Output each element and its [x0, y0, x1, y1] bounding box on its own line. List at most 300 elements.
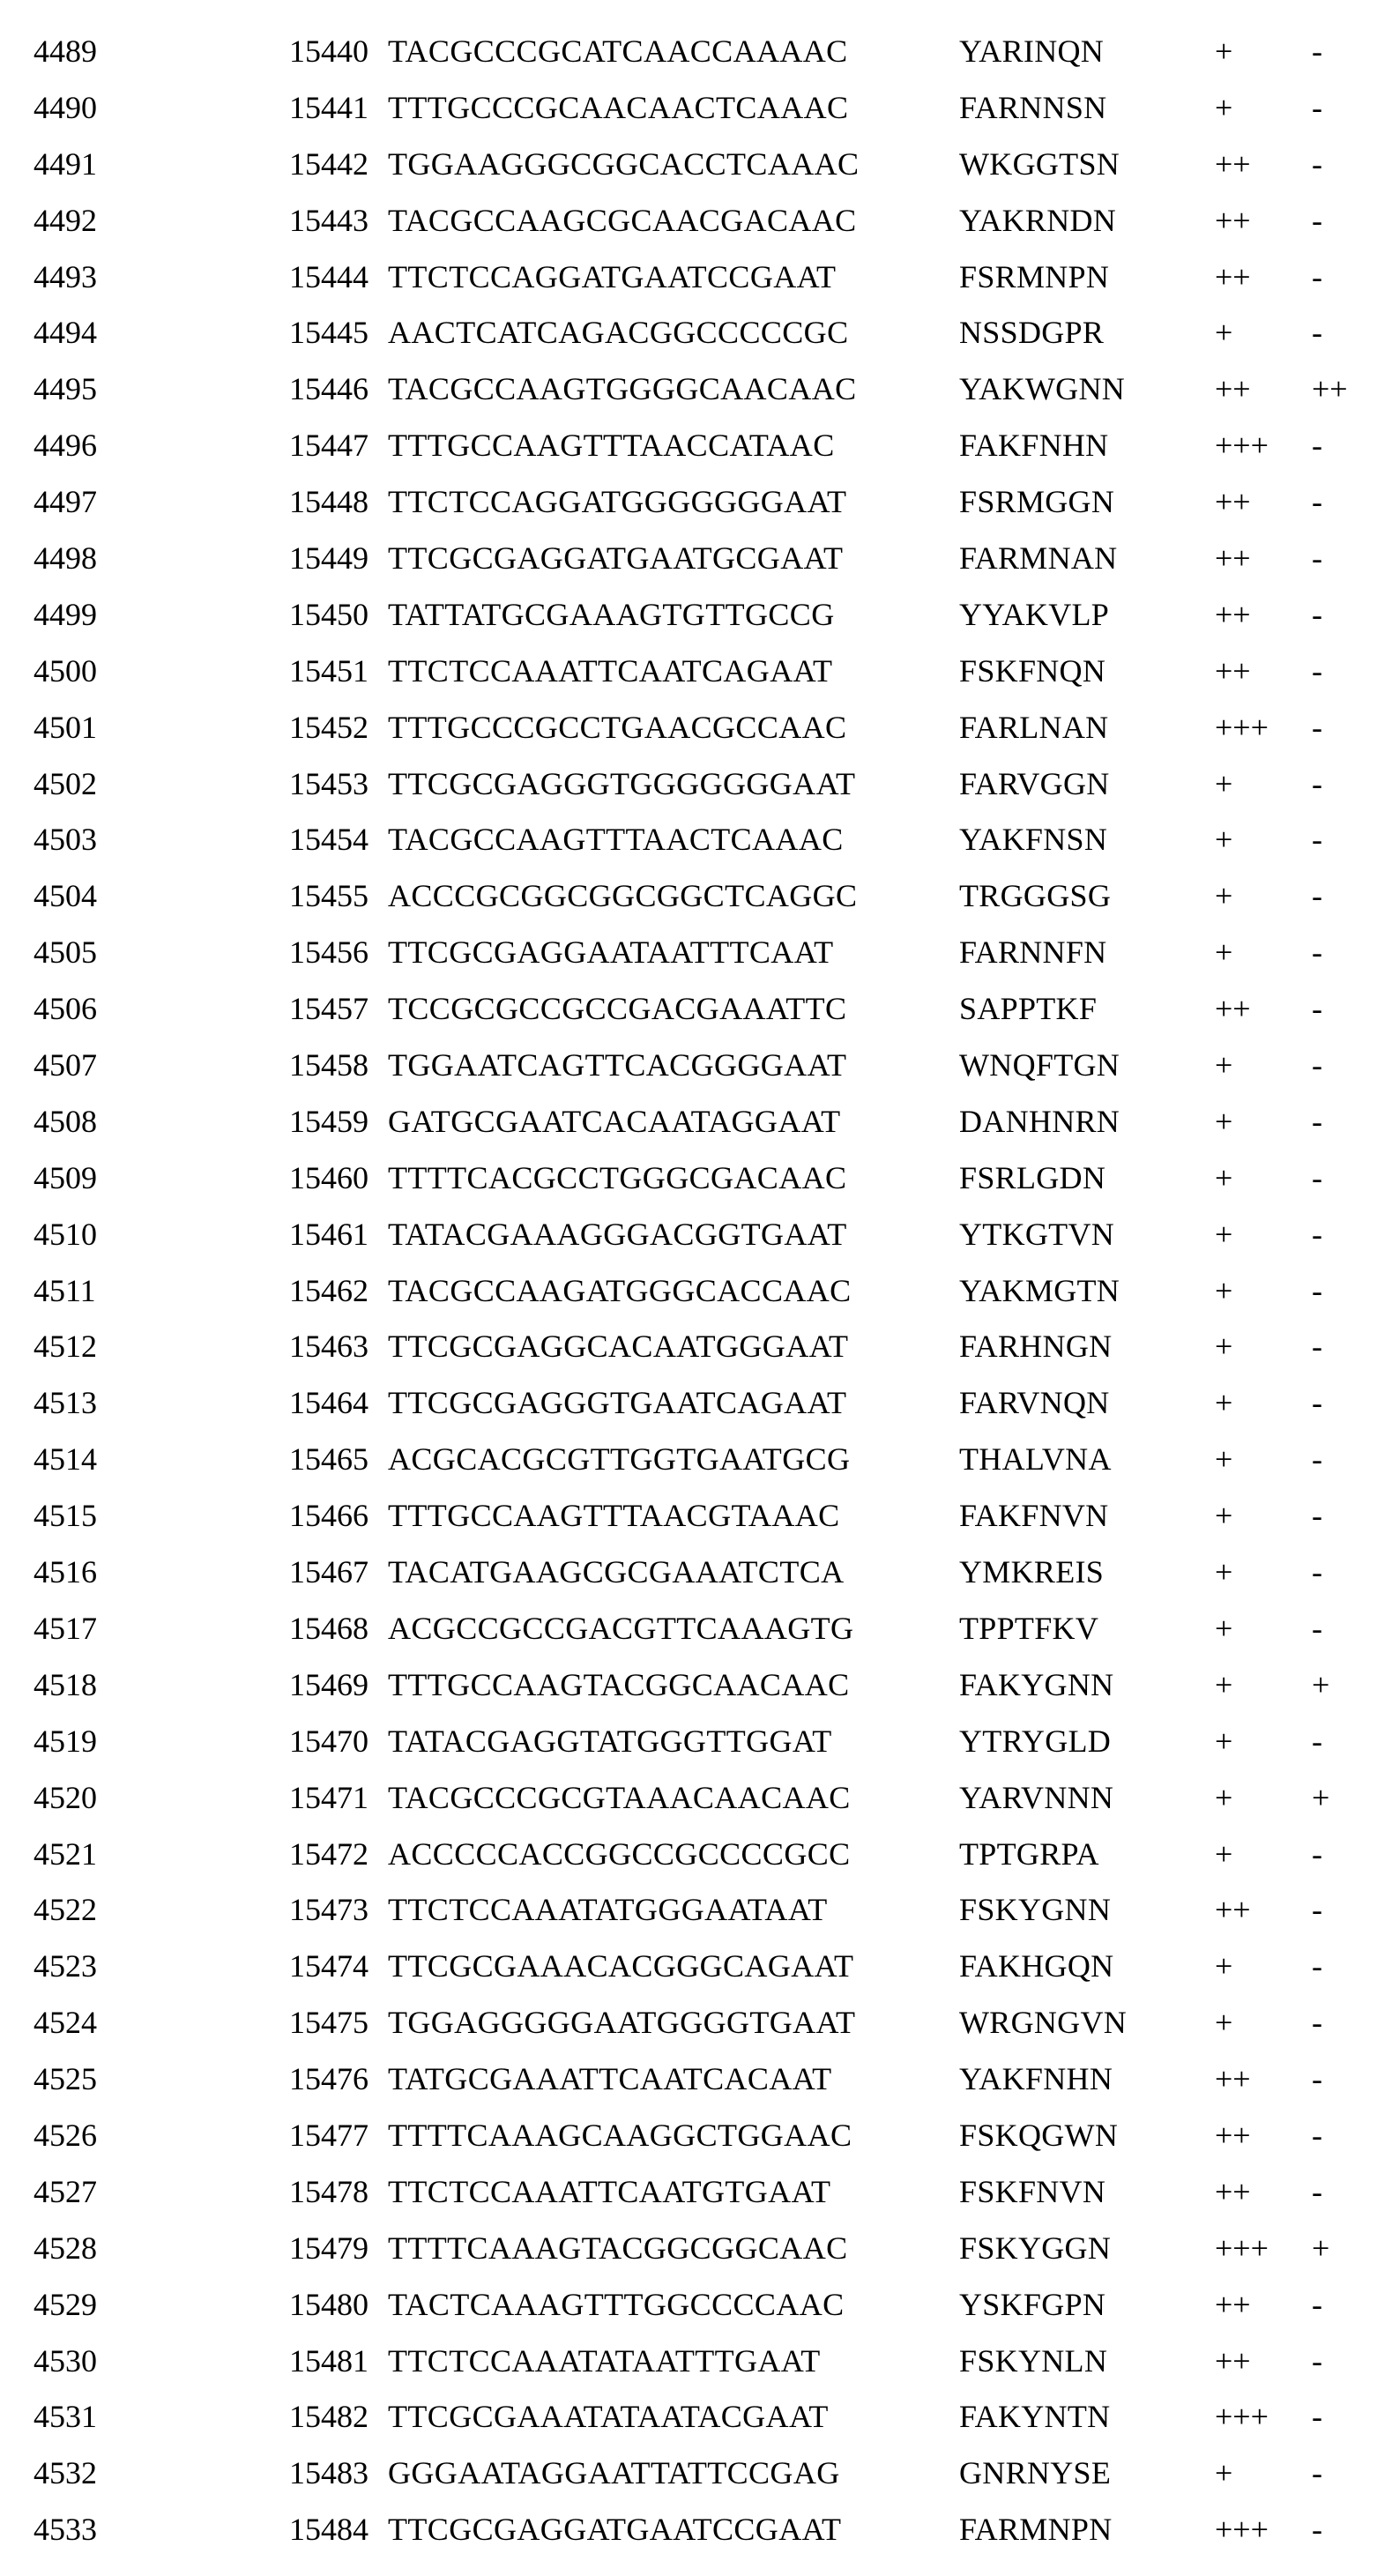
- row-id: 4512: [33, 1329, 97, 1365]
- table-row: [0, 29, 1392, 86]
- sequence-id: 15444: [289, 258, 368, 294]
- dna-sequence: ACCCGCGGCGGCGGCTCAGGC: [388, 878, 858, 914]
- dna-sequence: TTCTCCAAATTCAATCAGAAT: [388, 652, 833, 689]
- score-1: ++: [1215, 652, 1251, 689]
- dna-sequence: TATACGAAAGGGACGGTGAAT: [388, 1216, 847, 1252]
- dna-sequence: TATTATGCGAAAGTGTTGCCG: [388, 596, 835, 632]
- score-2: -: [1312, 2061, 1322, 2097]
- table-row: [0, 762, 1392, 818]
- score-2: -: [1312, 1498, 1322, 1534]
- dna-sequence: TTCGCGAGGATGAATCCGAAT: [388, 2512, 842, 2548]
- peptide-sequence: WRGNGVN: [959, 2005, 1128, 2041]
- score-2: -: [1312, 2342, 1322, 2379]
- dna-sequence: TTCTCCAGGATGGGGGGGAAT: [388, 484, 847, 520]
- score-1: +: [1215, 2455, 1233, 2491]
- peptide-sequence: FARHNGN: [959, 1329, 1113, 1365]
- score-2: -: [1312, 145, 1322, 182]
- sequence-id: 15464: [289, 1385, 368, 1421]
- score-1: +: [1215, 1329, 1233, 1365]
- score-1: ++: [1215, 2173, 1251, 2209]
- table-row: [0, 930, 1392, 986]
- peptide-sequence: FARNNFN: [959, 934, 1107, 971]
- table-row: [0, 705, 1392, 762]
- peptide-sequence: YTRYGLD: [959, 1723, 1112, 1759]
- row-id: 4495: [33, 371, 97, 407]
- dna-sequence: TTCGCGAAACACGGGCAGAAT: [388, 1948, 854, 1984]
- table-row: [0, 2451, 1392, 2507]
- sequence-id: 15460: [289, 1159, 368, 1195]
- table-row: [0, 367, 1392, 423]
- row-id: 4517: [33, 1610, 97, 1646]
- row-id: 4532: [33, 2455, 97, 2491]
- score-1: +: [1215, 1159, 1233, 1195]
- sequence-id: 15473: [289, 1892, 368, 1928]
- sequence-id: 15456: [289, 934, 368, 971]
- score-1: ++: [1215, 484, 1251, 520]
- dna-sequence: TTTTCAAAGTACGGCGGCAAC: [388, 2230, 848, 2266]
- score-1: +: [1215, 89, 1233, 125]
- sequence-id: 15459: [289, 1103, 368, 1139]
- row-id: 4509: [33, 1159, 97, 1195]
- score-1: +: [1215, 1948, 1233, 1984]
- score-1: +: [1215, 822, 1233, 858]
- row-id: 4504: [33, 878, 97, 914]
- score-2: -: [1312, 1103, 1322, 1139]
- score-2: -: [1312, 202, 1322, 238]
- peptide-sequence: FAKFNHN: [959, 428, 1109, 464]
- row-id: 4489: [33, 34, 97, 69]
- score-2: -: [1312, 2286, 1322, 2322]
- table-row: [0, 480, 1392, 536]
- score-1: ++: [1215, 145, 1251, 182]
- table-row: [0, 1043, 1392, 1099]
- peptide-sequence: YAKWGNN: [959, 371, 1126, 407]
- score-2: -: [1312, 89, 1322, 125]
- peptide-sequence: TPTGRPA: [959, 1835, 1099, 1872]
- row-id: 4510: [33, 1216, 97, 1252]
- row-id: 4531: [33, 2399, 97, 2435]
- table-row: [0, 1156, 1392, 1212]
- score-2: +: [1312, 1666, 1330, 1702]
- dna-sequence: TTCTCCAGGATGAATCCGAAT: [388, 258, 837, 294]
- score-2: -: [1312, 484, 1322, 520]
- sequence-id: 15454: [289, 822, 368, 858]
- score-2: -: [1312, 822, 1322, 858]
- row-id: 4492: [33, 202, 97, 238]
- peptide-sequence: FARMNAN: [959, 540, 1118, 577]
- score-1: ++: [1215, 2342, 1251, 2379]
- table-row: [0, 2170, 1392, 2226]
- table-row: [0, 1324, 1392, 1381]
- score-1: +: [1215, 878, 1233, 914]
- peptide-sequence: FSKFNVN: [959, 2173, 1106, 2209]
- score-1: +: [1215, 1441, 1233, 1478]
- row-id: 4505: [33, 934, 97, 971]
- table-row: [0, 2394, 1392, 2451]
- score-2: -: [1312, 934, 1322, 971]
- table-row: [0, 1550, 1392, 1606]
- table-row: [0, 874, 1392, 930]
- table-row: [0, 198, 1392, 255]
- score-1: ++: [1215, 2286, 1251, 2322]
- sequence-id: 15462: [289, 1272, 368, 1308]
- table-row: [0, 2057, 1392, 2113]
- peptide-sequence: YAKMGTN: [959, 1272, 1120, 1308]
- dna-sequence: TTTTCAAAGCAAGGCTGGAAC: [388, 2117, 852, 2153]
- sequence-id: 15455: [289, 878, 368, 914]
- dna-sequence: TATGCGAAATTCAATCACAAT: [388, 2061, 832, 2097]
- table-row: [0, 1719, 1392, 1776]
- sequence-id: 15480: [289, 2286, 368, 2322]
- table-row: [0, 1269, 1392, 1325]
- score-1: +: [1215, 1103, 1233, 1139]
- peptide-sequence: FSRLGDN: [959, 1159, 1106, 1195]
- peptide-sequence: FAKHGQN: [959, 1948, 1114, 1984]
- table-row: [0, 1776, 1392, 1832]
- row-id: 4503: [33, 822, 97, 858]
- score-1: +++: [1215, 2230, 1269, 2266]
- score-1: +: [1215, 1835, 1233, 1872]
- score-1: +++: [1215, 428, 1269, 464]
- dna-sequence: TTCGCGAGGAATAATTTCAAT: [388, 934, 834, 971]
- row-id: 4502: [33, 765, 97, 801]
- peptide-sequence: YAKRNDN: [959, 202, 1117, 238]
- dna-sequence: TATACGAGGTATGGGTTGGAT: [388, 1723, 832, 1759]
- dna-sequence: ACGCCGCCGACGTTCAAAGTG: [388, 1610, 854, 1646]
- score-1: +: [1215, 1047, 1233, 1083]
- score-2: -: [1312, 1329, 1322, 1365]
- peptide-sequence: TRGGGSG: [959, 878, 1112, 914]
- table-row: [0, 1663, 1392, 1719]
- dna-sequence: TCCGCGCCGCCGACGAAATTC: [388, 991, 847, 1027]
- sequence-id: 15443: [289, 202, 368, 238]
- table-row: [0, 536, 1392, 592]
- dna-sequence: TACTCAAAGTTTGGCCCCAAC: [388, 2286, 845, 2322]
- row-id: 4524: [33, 2005, 97, 2041]
- sequence-id: 15461: [289, 1216, 368, 1252]
- row-id: 4496: [33, 428, 97, 464]
- score-2: ++: [1312, 371, 1348, 407]
- sequence-id: 15472: [289, 1835, 368, 1872]
- row-id: 4529: [33, 2286, 97, 2322]
- score-2: -: [1312, 991, 1322, 1027]
- table-row: [0, 2113, 1392, 2170]
- sequence-id: 15477: [289, 2117, 368, 2153]
- sequence-id: 15467: [289, 1554, 368, 1590]
- score-2: -: [1312, 1047, 1322, 1083]
- row-id: 4518: [33, 1666, 97, 1702]
- dna-sequence: ACGCACGCGTTGGTGAATGCG: [388, 1441, 851, 1478]
- sequence-id: 15445: [289, 315, 368, 351]
- row-id: 4527: [33, 2173, 97, 2209]
- row-id: 4515: [33, 1498, 97, 1534]
- sequence-id: 15449: [289, 540, 368, 577]
- score-2: -: [1312, 878, 1322, 914]
- score-1: ++: [1215, 258, 1251, 294]
- table-row: [0, 817, 1392, 874]
- score-2: -: [1312, 1554, 1322, 1590]
- peptide-sequence: NSSDGPR: [959, 315, 1105, 351]
- dna-sequence: TACGCCAAGCGCAACGACAAC: [388, 202, 857, 238]
- peptide-sequence: FSKFNQN: [959, 652, 1106, 689]
- score-1: +: [1215, 1498, 1233, 1534]
- sequence-id: 15452: [289, 709, 368, 745]
- table-row: [0, 1212, 1392, 1269]
- dna-sequence: TTCTCCAAATTCAATGTGAAT: [388, 2173, 831, 2209]
- dna-sequence: TTCTCCAAATATAATTTGAAT: [388, 2342, 821, 2379]
- dna-sequence: TTTGCCCGCAACAACTCAAAC: [388, 89, 849, 125]
- peptide-sequence: DANHNRN: [959, 1103, 1120, 1139]
- dna-sequence: TTCGCGAGGGTGAATCAGAAT: [388, 1385, 847, 1421]
- dna-sequence: TTCGCGAGGATGAATGCGAAT: [388, 540, 844, 577]
- score-2: -: [1312, 1892, 1322, 1928]
- sequence-id: 15475: [289, 2005, 368, 2041]
- score-1: +++: [1215, 2399, 1269, 2435]
- peptide-sequence: FAKYNTN: [959, 2399, 1111, 2435]
- score-1: ++: [1215, 1892, 1251, 1928]
- score-1: +: [1215, 1216, 1233, 1252]
- dna-sequence: GGGAATAGGAATTATTCCGAG: [388, 2455, 840, 2491]
- peptide-sequence: TPPTFKV: [959, 1610, 1099, 1646]
- row-id: 4494: [33, 315, 97, 351]
- dna-sequence: TACGCCCGCATCAACCAAAAC: [388, 34, 848, 69]
- peptide-sequence: FSKYGNN: [959, 1892, 1112, 1928]
- peptide-sequence: YMKREIS: [959, 1554, 1105, 1590]
- sequence-id: 15451: [289, 652, 368, 689]
- row-id: 4522: [33, 1892, 97, 1928]
- score-1: ++: [1215, 540, 1251, 577]
- dna-sequence: TGGAATCAGTTCACGGGGAAT: [388, 1047, 847, 1083]
- sequence-id: 15463: [289, 1329, 368, 1365]
- dna-sequence: TTTGCCAAGTTTAACCATAAC: [388, 428, 835, 464]
- score-2: -: [1312, 1441, 1322, 1478]
- table-row: [0, 592, 1392, 649]
- score-1: +: [1215, 34, 1233, 69]
- row-id: 4501: [33, 709, 97, 745]
- row-id: 4507: [33, 1047, 97, 1083]
- sequence-id: 15470: [289, 1723, 368, 1759]
- score-1: ++: [1215, 991, 1251, 1027]
- score-2: -: [1312, 1835, 1322, 1872]
- dna-sequence: TACGCCCGCGTAAACAACAAC: [388, 1779, 851, 1815]
- row-id: 4528: [33, 2230, 97, 2266]
- row-id: 4526: [33, 2117, 97, 2153]
- row-id: 4499: [33, 596, 97, 632]
- peptide-sequence: FSKYNLN: [959, 2342, 1108, 2379]
- table-row: [0, 986, 1392, 1043]
- score-1: ++: [1215, 2061, 1251, 2097]
- sequence-id: 15471: [289, 1779, 368, 1815]
- dna-sequence: TACATGAAGCGCGAAATCTCA: [388, 1554, 845, 1590]
- sequence-id: 15483: [289, 2455, 368, 2491]
- score-2: -: [1312, 2455, 1322, 2491]
- peptide-sequence: FARLNAN: [959, 709, 1109, 745]
- row-id: 4500: [33, 652, 97, 689]
- score-2: -: [1312, 765, 1322, 801]
- score-1: ++: [1215, 371, 1251, 407]
- sequence-id: 15468: [289, 1610, 368, 1646]
- peptide-sequence: YARVNNN: [959, 1779, 1114, 1815]
- score-1: +: [1215, 1610, 1233, 1646]
- peptide-sequence: FSRMGGN: [959, 484, 1115, 520]
- table-row: [0, 2507, 1392, 2564]
- row-id: 4498: [33, 540, 97, 577]
- score-2: -: [1312, 258, 1322, 294]
- dna-sequence: ACCCCCACCGGCCGCCCCGCC: [388, 1835, 851, 1872]
- peptide-sequence: FSRMNPN: [959, 258, 1110, 294]
- dna-sequence: TTCGCGAGGGTGGGGGGGAAT: [388, 765, 856, 801]
- sequence-id: 15479: [289, 2230, 368, 2266]
- score-2: +: [1312, 2230, 1330, 2266]
- score-2: -: [1312, 2117, 1322, 2153]
- score-1: +: [1215, 1272, 1233, 1308]
- score-2: -: [1312, 652, 1322, 689]
- row-id: 4491: [33, 145, 97, 182]
- score-2: -: [1312, 2399, 1322, 2435]
- sequence-id: 15446: [289, 371, 368, 407]
- score-2: -: [1312, 428, 1322, 464]
- score-1: +: [1215, 2005, 1233, 2041]
- table-row: [0, 1099, 1392, 1156]
- score-1: +: [1215, 315, 1233, 351]
- peptide-sequence: FAKFNVN: [959, 1498, 1109, 1534]
- sequence-id: 15457: [289, 991, 368, 1027]
- row-id: 4511: [33, 1272, 96, 1308]
- score-2: -: [1312, 315, 1322, 351]
- row-id: 4508: [33, 1103, 97, 1139]
- score-1: +: [1215, 1779, 1233, 1815]
- score-1: +: [1215, 934, 1233, 971]
- score-1: ++: [1215, 202, 1251, 238]
- row-id: 4490: [33, 89, 97, 125]
- score-1: ++: [1215, 2117, 1251, 2153]
- dna-sequence: TACGCCAAGATGGGCACCAAC: [388, 1272, 852, 1308]
- score-2: -: [1312, 1159, 1322, 1195]
- row-id: 4514: [33, 1441, 97, 1478]
- table-row: [0, 649, 1392, 705]
- table-row: [0, 142, 1392, 198]
- sequence-id: 15450: [289, 596, 368, 632]
- peptide-sequence: FSKYGGN: [959, 2230, 1112, 2266]
- peptide-sequence: YAKFNHN: [959, 2061, 1113, 2097]
- sequence-id: 15441: [289, 89, 368, 125]
- row-id: 4497: [33, 484, 97, 520]
- row-id: 4530: [33, 2342, 97, 2379]
- row-id: 4523: [33, 1948, 97, 1984]
- table-row: [0, 1381, 1392, 1437]
- sequence-id: 15476: [289, 2061, 368, 2097]
- row-id: 4521: [33, 1835, 97, 1872]
- score-2: -: [1312, 2005, 1322, 2041]
- sequence-id: 15481: [289, 2342, 368, 2379]
- table-row: [0, 1944, 1392, 2000]
- peptide-sequence: FARMNPN: [959, 2512, 1113, 2548]
- sequence-id: 15440: [289, 34, 368, 69]
- dna-sequence: AACTCATCAGACGGCCCCCGC: [388, 315, 849, 351]
- peptide-sequence: YTKGTVN: [959, 1216, 1115, 1252]
- table-row: [0, 310, 1392, 367]
- table-row: [0, 1887, 1392, 1944]
- score-1: +++: [1215, 709, 1269, 745]
- sequence-id: 15453: [289, 765, 368, 801]
- score-2: -: [1312, 709, 1322, 745]
- peptide-sequence: SAPPTKF: [959, 991, 1098, 1027]
- table-row: [0, 1832, 1392, 1888]
- dna-sequence: TTTGCCAAGTACGGCAACAAC: [388, 1666, 850, 1702]
- score-1: +: [1215, 1666, 1233, 1702]
- sequence-id: 15469: [289, 1666, 368, 1702]
- peptide-sequence: YARINQN: [959, 34, 1105, 69]
- peptide-sequence: WKGGTSN: [959, 145, 1120, 182]
- sequence-table: [0, 29, 1392, 2564]
- table-row: [0, 2000, 1392, 2057]
- score-1: +: [1215, 1385, 1233, 1421]
- score-2: -: [1312, 540, 1322, 577]
- score-2: +: [1312, 1779, 1330, 1815]
- sequence-id: 15466: [289, 1498, 368, 1534]
- peptide-sequence: FARNNSN: [959, 89, 1107, 125]
- peptide-sequence: FSKQGWN: [959, 2117, 1119, 2153]
- peptide-sequence: FARVNQN: [959, 1385, 1110, 1421]
- sequence-id: 15442: [289, 145, 368, 182]
- sequence-id: 15482: [289, 2399, 368, 2435]
- table-row: [0, 86, 1392, 142]
- table-row: [0, 2282, 1392, 2339]
- dna-sequence: TTCGCGAAATATAATACGAAT: [388, 2399, 829, 2435]
- row-id: 4520: [33, 1779, 97, 1815]
- sequence-id: 15465: [289, 1441, 368, 1478]
- peptide-sequence: YYAKVLP: [959, 596, 1110, 632]
- dna-sequence: GATGCGAATCACAATAGGAAT: [388, 1103, 841, 1139]
- sequence-id: 15474: [289, 1948, 368, 1984]
- sequence-id: 15447: [289, 428, 368, 464]
- peptide-sequence: FAKYGNN: [959, 1666, 1114, 1702]
- peptide-sequence: YSKFGPN: [959, 2286, 1106, 2322]
- row-id: 4533: [33, 2512, 97, 2548]
- dna-sequence: TGGAGGGGGAATGGGGTGAAT: [388, 2005, 856, 2041]
- dna-sequence: TTCGCGAGGCACAATGGGAAT: [388, 1329, 849, 1365]
- score-2: -: [1312, 2173, 1322, 2209]
- score-1: +: [1215, 1554, 1233, 1590]
- peptide-sequence: YAKFNSN: [959, 822, 1108, 858]
- row-id: 4493: [33, 258, 97, 294]
- dna-sequence: TGGAAGGGCGGCACCTCAAAC: [388, 145, 860, 182]
- table-row: [0, 255, 1392, 311]
- score-1: +++: [1215, 2512, 1269, 2548]
- row-id: 4513: [33, 1385, 97, 1421]
- peptide-sequence: THALVNA: [959, 1441, 1112, 1478]
- score-1: ++: [1215, 596, 1251, 632]
- row-id: 4525: [33, 2061, 97, 2097]
- table-row: [0, 2226, 1392, 2282]
- peptide-sequence: FARVGGN: [959, 765, 1110, 801]
- score-1: +: [1215, 765, 1233, 801]
- peptide-sequence: GNRNYSE: [959, 2455, 1112, 2491]
- score-1: +: [1215, 1723, 1233, 1759]
- row-id: 4506: [33, 991, 97, 1027]
- score-2: -: [1312, 1216, 1322, 1252]
- row-id: 4516: [33, 1554, 97, 1590]
- score-2: -: [1312, 34, 1322, 69]
- score-2: -: [1312, 1723, 1322, 1759]
- table-row: [0, 423, 1392, 480]
- dna-sequence: TTTTCACGCCTGGGCGACAAC: [388, 1159, 847, 1195]
- dna-sequence: TACGCCAAGTTTAACTCAAAC: [388, 822, 844, 858]
- score-2: -: [1312, 596, 1322, 632]
- row-id: 4519: [33, 1723, 97, 1759]
- sequence-id: 15484: [289, 2512, 368, 2548]
- score-2: -: [1312, 2512, 1322, 2548]
